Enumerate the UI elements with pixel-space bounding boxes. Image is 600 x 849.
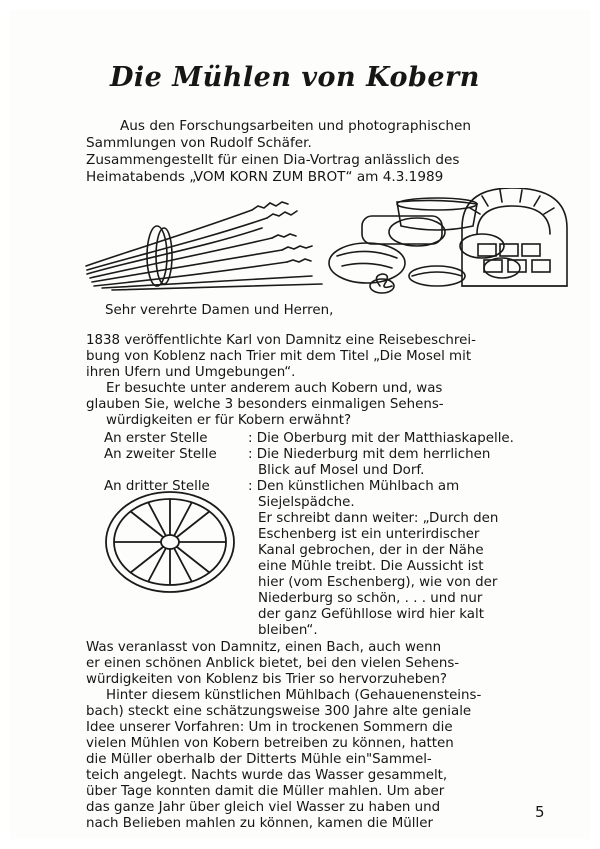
text-line: das ganze Jahr über gleich viel Wasser zu haben und xyxy=(86,800,441,815)
page-number: 5 xyxy=(535,803,545,821)
text-line: die Müller oberhalb der Ditterts Mühle ein"Sammel- xyxy=(86,752,432,767)
text-line: glauben Sie, welche 3 besonders einmaligen Sehens- xyxy=(86,397,444,412)
quote-line: Kanal gebrochen, der in der Nähe xyxy=(258,543,484,558)
place-label: An zweiter Stelle xyxy=(104,447,217,462)
text-line: würdigkeiten von Koblenz bis Trier so hervorzuheben? xyxy=(86,672,448,687)
text-line: teich angelegt. Nachts wurde das Wasser gesammelt, xyxy=(86,768,448,783)
text-line: ihren Ufern und Umgebungen“. xyxy=(86,365,296,380)
text-line: über Tage konnten damit die Müller mahlen. Um aber xyxy=(86,784,445,799)
intro-line: Heimatabends „VOM KORN ZUM BROT“ am 4.3.1989 xyxy=(86,169,444,185)
text-line: vielen Mühlen von Kobern betreiben zu können, hatten xyxy=(86,736,454,751)
place-label: An dritter Stelle xyxy=(104,479,210,494)
text-line: bung von Koblenz nach Trier mit dem Titel „Die Mosel mit xyxy=(86,349,472,364)
place-text: Blick auf Mosel und Dorf. xyxy=(258,463,425,478)
text-line: Er besuchte unter anderem auch Kobern und, was xyxy=(106,381,443,396)
text-line: er einen schönen Anblick bietet, bei den vielen Sehens- xyxy=(86,656,460,671)
quote-line: eine Mühle treibt. Die Aussicht ist xyxy=(258,559,484,574)
text-line: nach Belieben mahlen zu können, kamen die Müller xyxy=(86,816,433,831)
quote-line: bleiben“. xyxy=(258,623,318,638)
quote-line: Er schreibt dann weiter: „Durch den xyxy=(258,511,499,526)
place-text: Siejelspädche. xyxy=(258,495,355,510)
quote-line: Eschenberg ist ein unterirdischer xyxy=(258,527,480,542)
quote-line: der ganz Gefühllose wird hier kalt xyxy=(258,607,484,622)
place-text: : Die Niederburg mit dem herrlichen xyxy=(248,447,491,462)
salutation: Sehr verehrte Damen und Herren, xyxy=(105,303,334,318)
intro-line: Sammlungen von Rudolf Schäfer. xyxy=(86,135,312,151)
place-text: : Die Oberburg mit der Matthiaskapelle. xyxy=(248,431,514,446)
text-line: würdigkeiten er für Kobern erwähnt? xyxy=(106,413,352,428)
intro-line: Zusammengestellt für einen Dia-Vortrag anlässlich des xyxy=(86,152,460,168)
page-title: Die Mühlen von Kobern xyxy=(110,62,480,93)
quote-line: Niederburg so schön, . . . und nur xyxy=(258,591,483,606)
intro-line: Aus den Forschungsarbeiten und photographischen xyxy=(120,118,472,134)
text-line: 1838 veröffentlichte Karl von Damnitz eine Reisebeschrei- xyxy=(86,333,476,348)
text-line: bach) steckt eine schätzungsweise 300 Jahre alte geniale xyxy=(86,704,472,719)
place-text: : Den künstlichen Mühlbach am xyxy=(248,479,460,494)
text-line: Idee unserer Vorfahren: Um in trockenen Sommern die xyxy=(86,720,453,735)
place-label: An erster Stelle xyxy=(104,431,208,446)
quote-line: hier (vom Eschenberg), wie von der xyxy=(258,575,498,590)
wagon-wheel-drawing xyxy=(100,487,240,597)
text-line: Hinter diesem künstlichen Mühlbach (Gehauenensteins- xyxy=(106,688,482,703)
text-line: Was veranlasst von Damnitz, einen Bach, auch wenn xyxy=(86,640,442,655)
bread-wheat-oven-drawing xyxy=(82,188,572,296)
